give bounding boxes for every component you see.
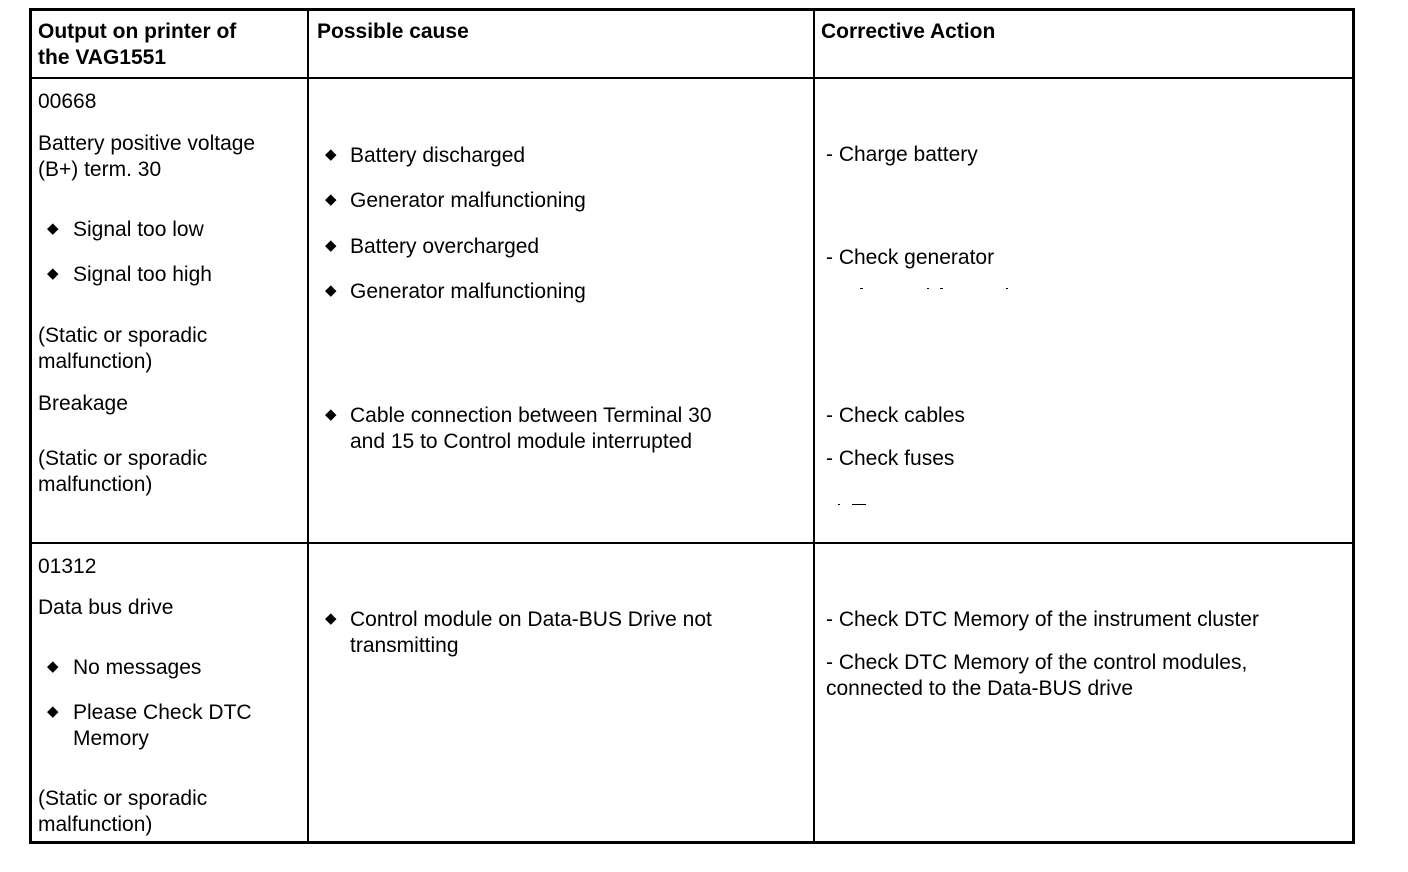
row-divider bbox=[32, 542, 1352, 544]
diagnostic-table bbox=[29, 8, 1355, 844]
bullet-diamond-icon: ◆ bbox=[47, 658, 59, 675]
bullet-diamond-icon: ◆ bbox=[325, 237, 337, 254]
fault-code-01312: 01312 bbox=[38, 555, 97, 578]
bullet-diamond-icon: ◆ bbox=[47, 265, 59, 282]
action-check-fuses: - Check fuses bbox=[826, 447, 955, 470]
fault-title-line-2: (B+) term. 30 bbox=[38, 158, 162, 181]
fault-code-00668: 00668 bbox=[38, 90, 97, 113]
action-check-dtc-control-modules-line-1: - Check DTC Memory of the control modules, bbox=[826, 651, 1248, 674]
column-divider-1 bbox=[307, 11, 309, 841]
header-possible-cause: Possible cause bbox=[317, 20, 469, 43]
action-check-dtc-control-modules-line-2: connected to the Data-BUS drive bbox=[826, 677, 1134, 700]
fault-title-line-1: Battery positive voltage bbox=[38, 132, 256, 155]
fault-title-data-bus-drive: Data bus drive bbox=[38, 596, 174, 619]
cause-generator-malfunctioning: Generator malfunctioning bbox=[350, 189, 586, 212]
static-note-line-1: (Static or sporadic bbox=[38, 324, 208, 347]
cause-cable-connection-line-2: and 15 to Control module interrupted bbox=[350, 430, 693, 453]
action-charge-battery: - Charge battery bbox=[826, 143, 978, 166]
condition-signal-too-high: Signal too high bbox=[73, 263, 212, 286]
cause-cable-connection-line-1: Cable connection between Terminal 30 bbox=[350, 404, 712, 427]
bullet-diamond-icon: ◆ bbox=[325, 406, 337, 423]
cause-battery-overcharged: Battery overcharged bbox=[350, 235, 540, 258]
bullet-diamond-icon: ◆ bbox=[47, 703, 59, 720]
scan-artifact bbox=[852, 504, 866, 505]
scan-artifact bbox=[860, 288, 863, 289]
header-output-line-1: Output on printer of bbox=[38, 20, 237, 43]
condition-signal-too-low: Signal too low bbox=[73, 218, 204, 241]
column-divider-2 bbox=[813, 11, 815, 841]
scan-artifact bbox=[927, 288, 929, 289]
bullet-diamond-icon: ◆ bbox=[325, 282, 337, 299]
action-check-cables: - Check cables bbox=[826, 404, 965, 427]
cause-control-module-line-2: transmitting bbox=[350, 634, 459, 657]
scan-artifact bbox=[940, 288, 943, 289]
bullet-diamond-icon: ◆ bbox=[325, 191, 337, 208]
scan-artifact bbox=[838, 504, 840, 505]
condition-check-dtc-line-1: Please Check DTC bbox=[73, 701, 252, 724]
cause-generator-malfunctioning: Generator malfunctioning bbox=[350, 280, 586, 303]
static-note-line-2: malfunction) bbox=[38, 473, 153, 496]
condition-breakage: Breakage bbox=[38, 392, 128, 415]
static-note-line-2: malfunction) bbox=[38, 350, 153, 373]
action-check-generator: - Check generator bbox=[826, 246, 995, 269]
condition-check-dtc-line-2: Memory bbox=[73, 727, 149, 750]
static-note-line-1: (Static or sporadic bbox=[38, 787, 208, 810]
action-check-dtc-instrument-cluster: - Check DTC Memory of the instrument cluster bbox=[826, 608, 1259, 631]
header-output-line-2: the VAG1551 bbox=[38, 46, 166, 69]
scan-artifact bbox=[1006, 288, 1008, 289]
static-note-line-1: (Static or sporadic bbox=[38, 447, 208, 470]
cause-battery-discharged: Battery discharged bbox=[350, 144, 526, 167]
bullet-diamond-icon: ◆ bbox=[325, 146, 337, 163]
bullet-diamond-icon: ◆ bbox=[325, 610, 337, 627]
header-corrective-action: Corrective Action bbox=[821, 20, 996, 43]
header-divider bbox=[32, 77, 1352, 79]
condition-no-messages: No messages bbox=[73, 656, 202, 679]
cause-control-module-line-1: Control module on Data-BUS Drive not bbox=[350, 608, 712, 631]
bullet-diamond-icon: ◆ bbox=[47, 220, 59, 237]
static-note-line-2: malfunction) bbox=[38, 813, 153, 836]
